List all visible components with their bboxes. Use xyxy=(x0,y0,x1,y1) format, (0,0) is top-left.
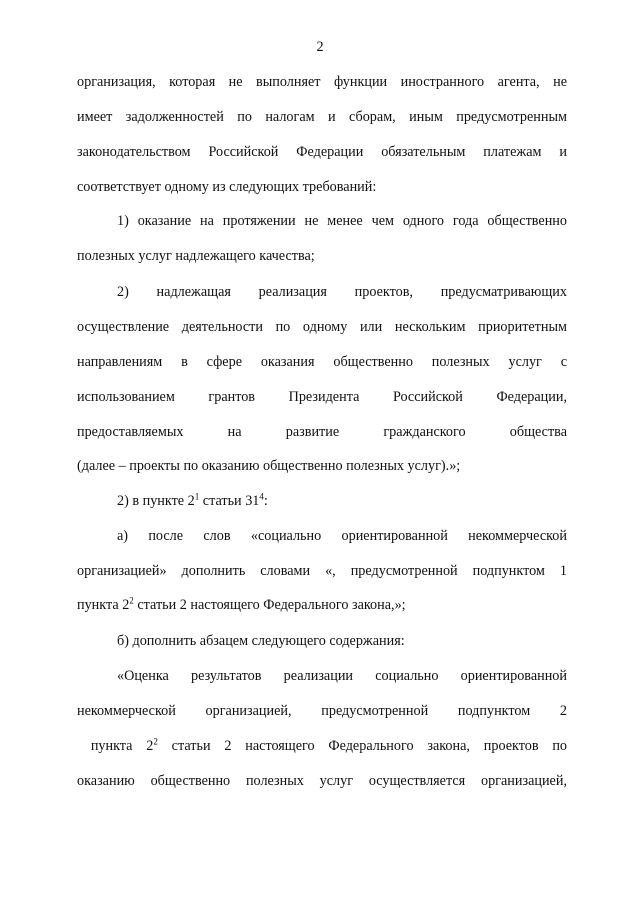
text-line: полезных услуг надлежащего качества; xyxy=(77,248,315,264)
text-line: законодательством Российской Федерации обязательным платежам и xyxy=(77,144,567,160)
text-line: а) после слов «социально ориентированной некоммерческой xyxy=(117,528,567,544)
text-line: соответствует одному из следующих требований: xyxy=(77,179,377,195)
text-line: оказанию общественно полезных услуг осуществляется организацией, xyxy=(77,773,567,789)
text-line: 1) оказание на протяжении не менее чем одного года общественно xyxy=(117,213,567,229)
text-line: осуществление деятельности по одному или нескольким приоритетным xyxy=(77,319,567,335)
text-line: 2) в пункте $2^1$ статьи $31^4$: xyxy=(117,491,268,509)
text-line: имеет задолженностей по налогам и сборам, иным предусмотренным xyxy=(77,109,567,125)
text-line: некоммерческой организацией, предусмотренной подпунктом 2 xyxy=(77,703,567,719)
text-line: б) дополнить абзацем следующего содержания: xyxy=(117,633,405,649)
text-line: предоставляемых на развитие гражданского общества xyxy=(77,424,567,440)
text-line: (далее – проекты по оказанию общественно полезных услуг).»; xyxy=(77,458,461,474)
text-line: организация, которая не выполняет функции иностранного агента, не xyxy=(77,74,567,90)
text-line: 2) надлежащая реализация проектов, предусматривающих xyxy=(117,284,567,300)
text-line: использованием грантов Президента Российской Федерации, xyxy=(77,389,567,405)
page-number: 2 xyxy=(316,39,324,55)
text-line: пункта $2^2$ статьи 2 настоящего Федерального закона, проектов по xyxy=(90,736,568,754)
text-line: «Оценка результатов реализации социально ориентированной xyxy=(117,668,567,684)
text-line: организацией» дополнить словами «, предусмотренной подпунктом 1 xyxy=(77,563,567,579)
text-line: направлениям в сфере оказания общественно полезных услуг с xyxy=(77,354,567,370)
text-line: пункта $2^2$ статьи 2 настоящего Федерального закона,»; xyxy=(77,595,406,613)
